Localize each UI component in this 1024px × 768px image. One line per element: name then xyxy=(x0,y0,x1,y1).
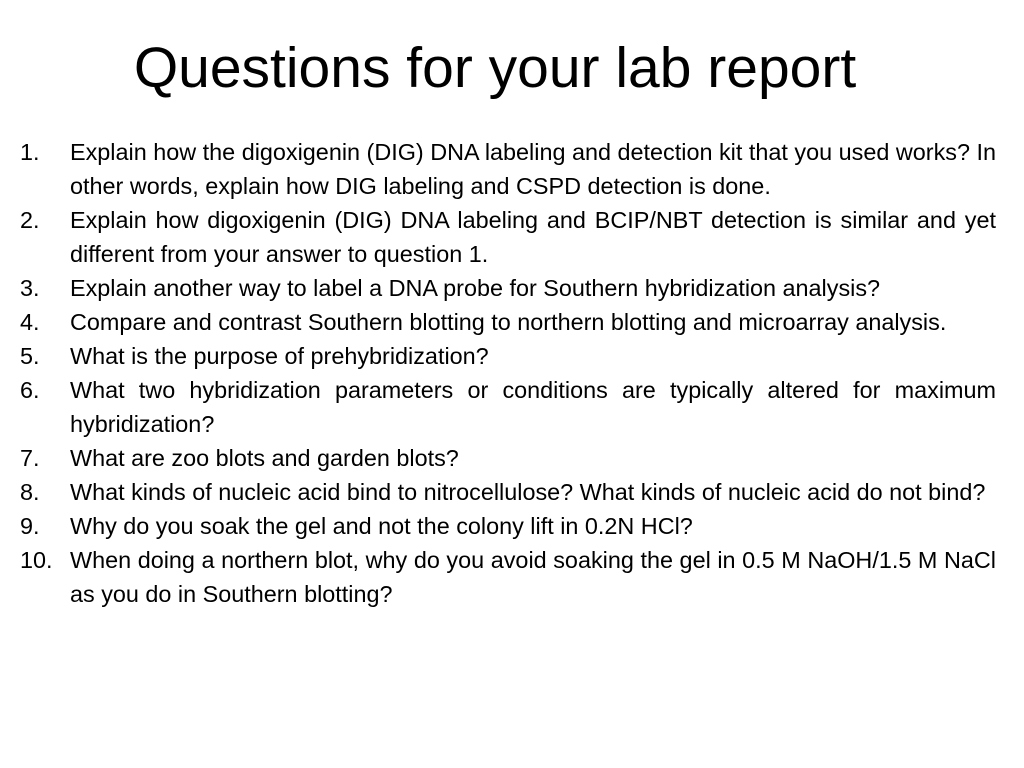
question-item-2 xyxy=(0,203,996,271)
question-number: 4. xyxy=(20,309,40,335)
question-text: What are zoo blots and garden blots? xyxy=(70,445,459,471)
question-item-9 xyxy=(0,509,996,543)
question-number: 10. xyxy=(20,547,53,573)
question-text: What two hybridization parameters or conditions are typically altered for maximum hybridization? xyxy=(70,377,996,437)
question-text: Explain another way to label a DNA probe for Southern hybridization analysis? xyxy=(70,275,881,301)
question-item-8 xyxy=(0,475,996,509)
question-text: Why do you soak the gel and not the colony lift in 0.2N HCl? xyxy=(70,513,693,539)
question-number: 7. xyxy=(20,445,40,471)
question-text: Compare and contrast Southern blotting to northern blotting and microarray analysis. xyxy=(70,309,947,335)
question-number: 1. xyxy=(20,139,40,165)
question-text: Explain how digoxigenin (DIG) DNA labeling and BCIP/NBT detection is similar and yet different from your answer to question 1. xyxy=(70,207,996,267)
question-list xyxy=(0,135,996,611)
question-item-10 xyxy=(0,543,996,611)
question-number: 2. xyxy=(20,207,40,233)
question-text: When doing a northern blot, why do you avoid soaking the gel in 0.5 M NaOH/1.5 M NaCl as you do in Southern blotting? xyxy=(70,547,996,607)
question-number: 5. xyxy=(20,343,40,369)
question-text: What kinds of nucleic acid bind to nitrocellulose? What kinds of nucleic acid do not bind? xyxy=(70,479,986,505)
question-item-3 xyxy=(0,271,996,305)
question-number: 3. xyxy=(20,275,40,301)
question-item-5 xyxy=(0,339,996,373)
question-item-7 xyxy=(0,441,996,475)
question-item-1 xyxy=(0,135,996,203)
question-text: What is the purpose of prehybridization? xyxy=(70,343,489,369)
question-text: Explain how the digoxigenin (DIG) DNA labeling and detection kit that you used works? In other words, explain how DIG labeling and CSPD detection is done. xyxy=(70,139,996,199)
slide-title: Questions for your lab report xyxy=(133,36,857,100)
question-item-4 xyxy=(0,305,996,339)
question-number: 9. xyxy=(20,513,40,539)
question-number: 6. xyxy=(20,377,40,403)
question-item-6 xyxy=(0,373,996,441)
question-number: 8. xyxy=(20,479,40,505)
